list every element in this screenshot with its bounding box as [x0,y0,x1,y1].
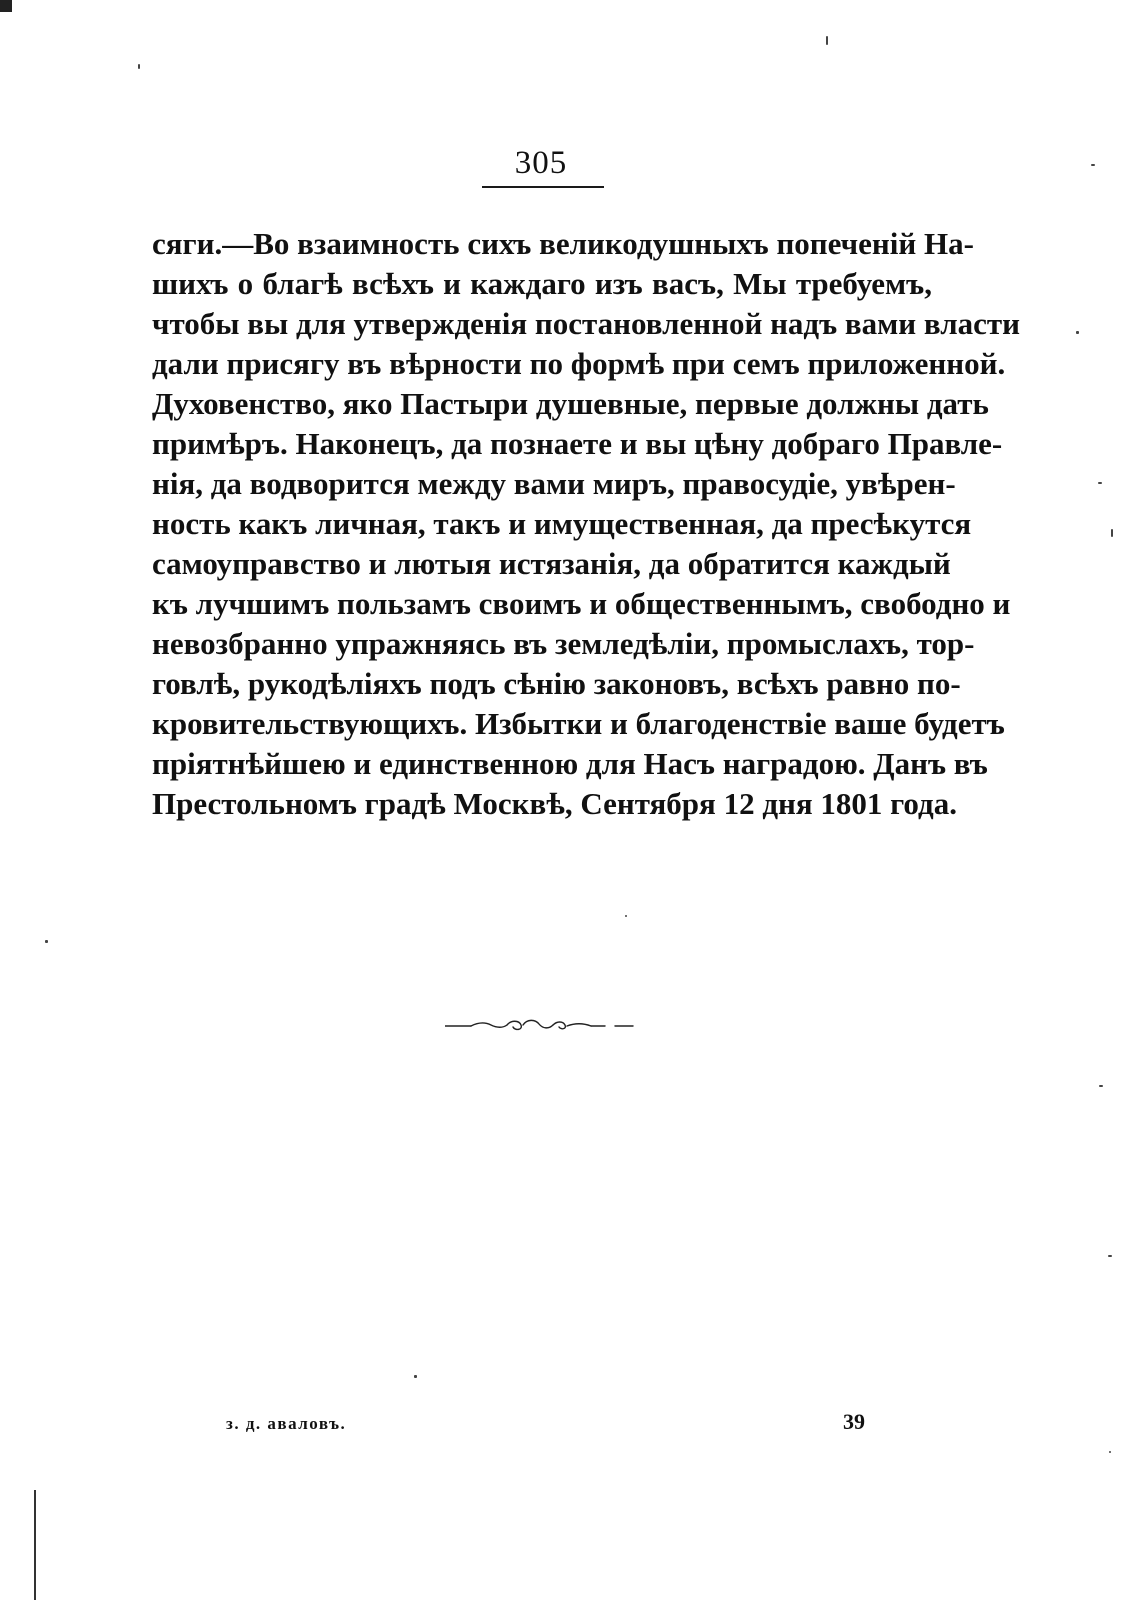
scan-speck [826,36,828,45]
text-line: ность какъ личная, такъ и имущественная, да пресѣкутся [152,506,972,541]
text-line: самоуправство и лютыя истязанія, да обратится каждый [152,546,951,581]
scan-speck [1108,1255,1112,1257]
footer-signature: з. д. аваловъ. [226,1414,347,1433]
scan-speck [1109,1451,1111,1453]
signature-mark-number: 39 [843,1409,865,1434]
scan-speck [1099,1085,1103,1087]
text-line: Престольномъ градѣ Москвѣ, Сентября 12 дня 1801 года. [152,786,957,821]
scan-speck [625,915,627,917]
text-line: невозбранно упражняясь въ земледѣліи, промыслахъ, тор- [152,626,975,661]
text-line: Духовенство, яко Пастыри душевные, первые должны дать [152,386,989,421]
text-line: нія, да водворится между вами миръ, правосудіе, увѣрен- [152,466,956,501]
page-number: 305 [514,145,568,181]
scan-speck [138,64,140,69]
text-line: дали присягу въ вѣрности по формѣ при семъ приложенной. [152,346,1006,381]
text-line: кровительствующихъ. Избытки и благоденствіе ваше будетъ [152,706,1005,741]
text-line: къ лучшимъ пользамъ своимъ и общественнымъ, свободно и [152,586,1011,621]
body-text [152,224,1020,824]
text-line: пріятнѣйшею и единственною для Насъ наградою. Данъ въ [152,746,988,781]
scan-speck [1098,482,1102,484]
text-line: шихъ о благѣ всѣхъ и каждаго изъ васъ, Мы требуемъ, [152,266,932,301]
scan-speck [45,940,48,943]
page-number-rule [482,186,604,188]
scan-corner-mark [0,0,12,12]
scan-speck [414,1375,417,1378]
scan-speck [1091,164,1095,166]
scan-speck [1111,529,1113,537]
scan-margin-edge [34,1490,36,1600]
text-line: чтобы вы для утвержденія постановленной надъ вами власти [152,306,1020,341]
flourish-divider-icon [445,1016,635,1034]
text-line: сяги.—Во взаимность сихъ великодушныхъ попеченій На- [152,226,974,261]
text-line: примѣръ. Наконецъ, да познаете и вы цѣну добраго Правле- [152,426,1003,461]
text-line: говлѣ, рукодѣліяхъ подъ сѣнію законовъ, всѣхъ равно по- [152,666,961,701]
scan-speck [1076,331,1079,334]
